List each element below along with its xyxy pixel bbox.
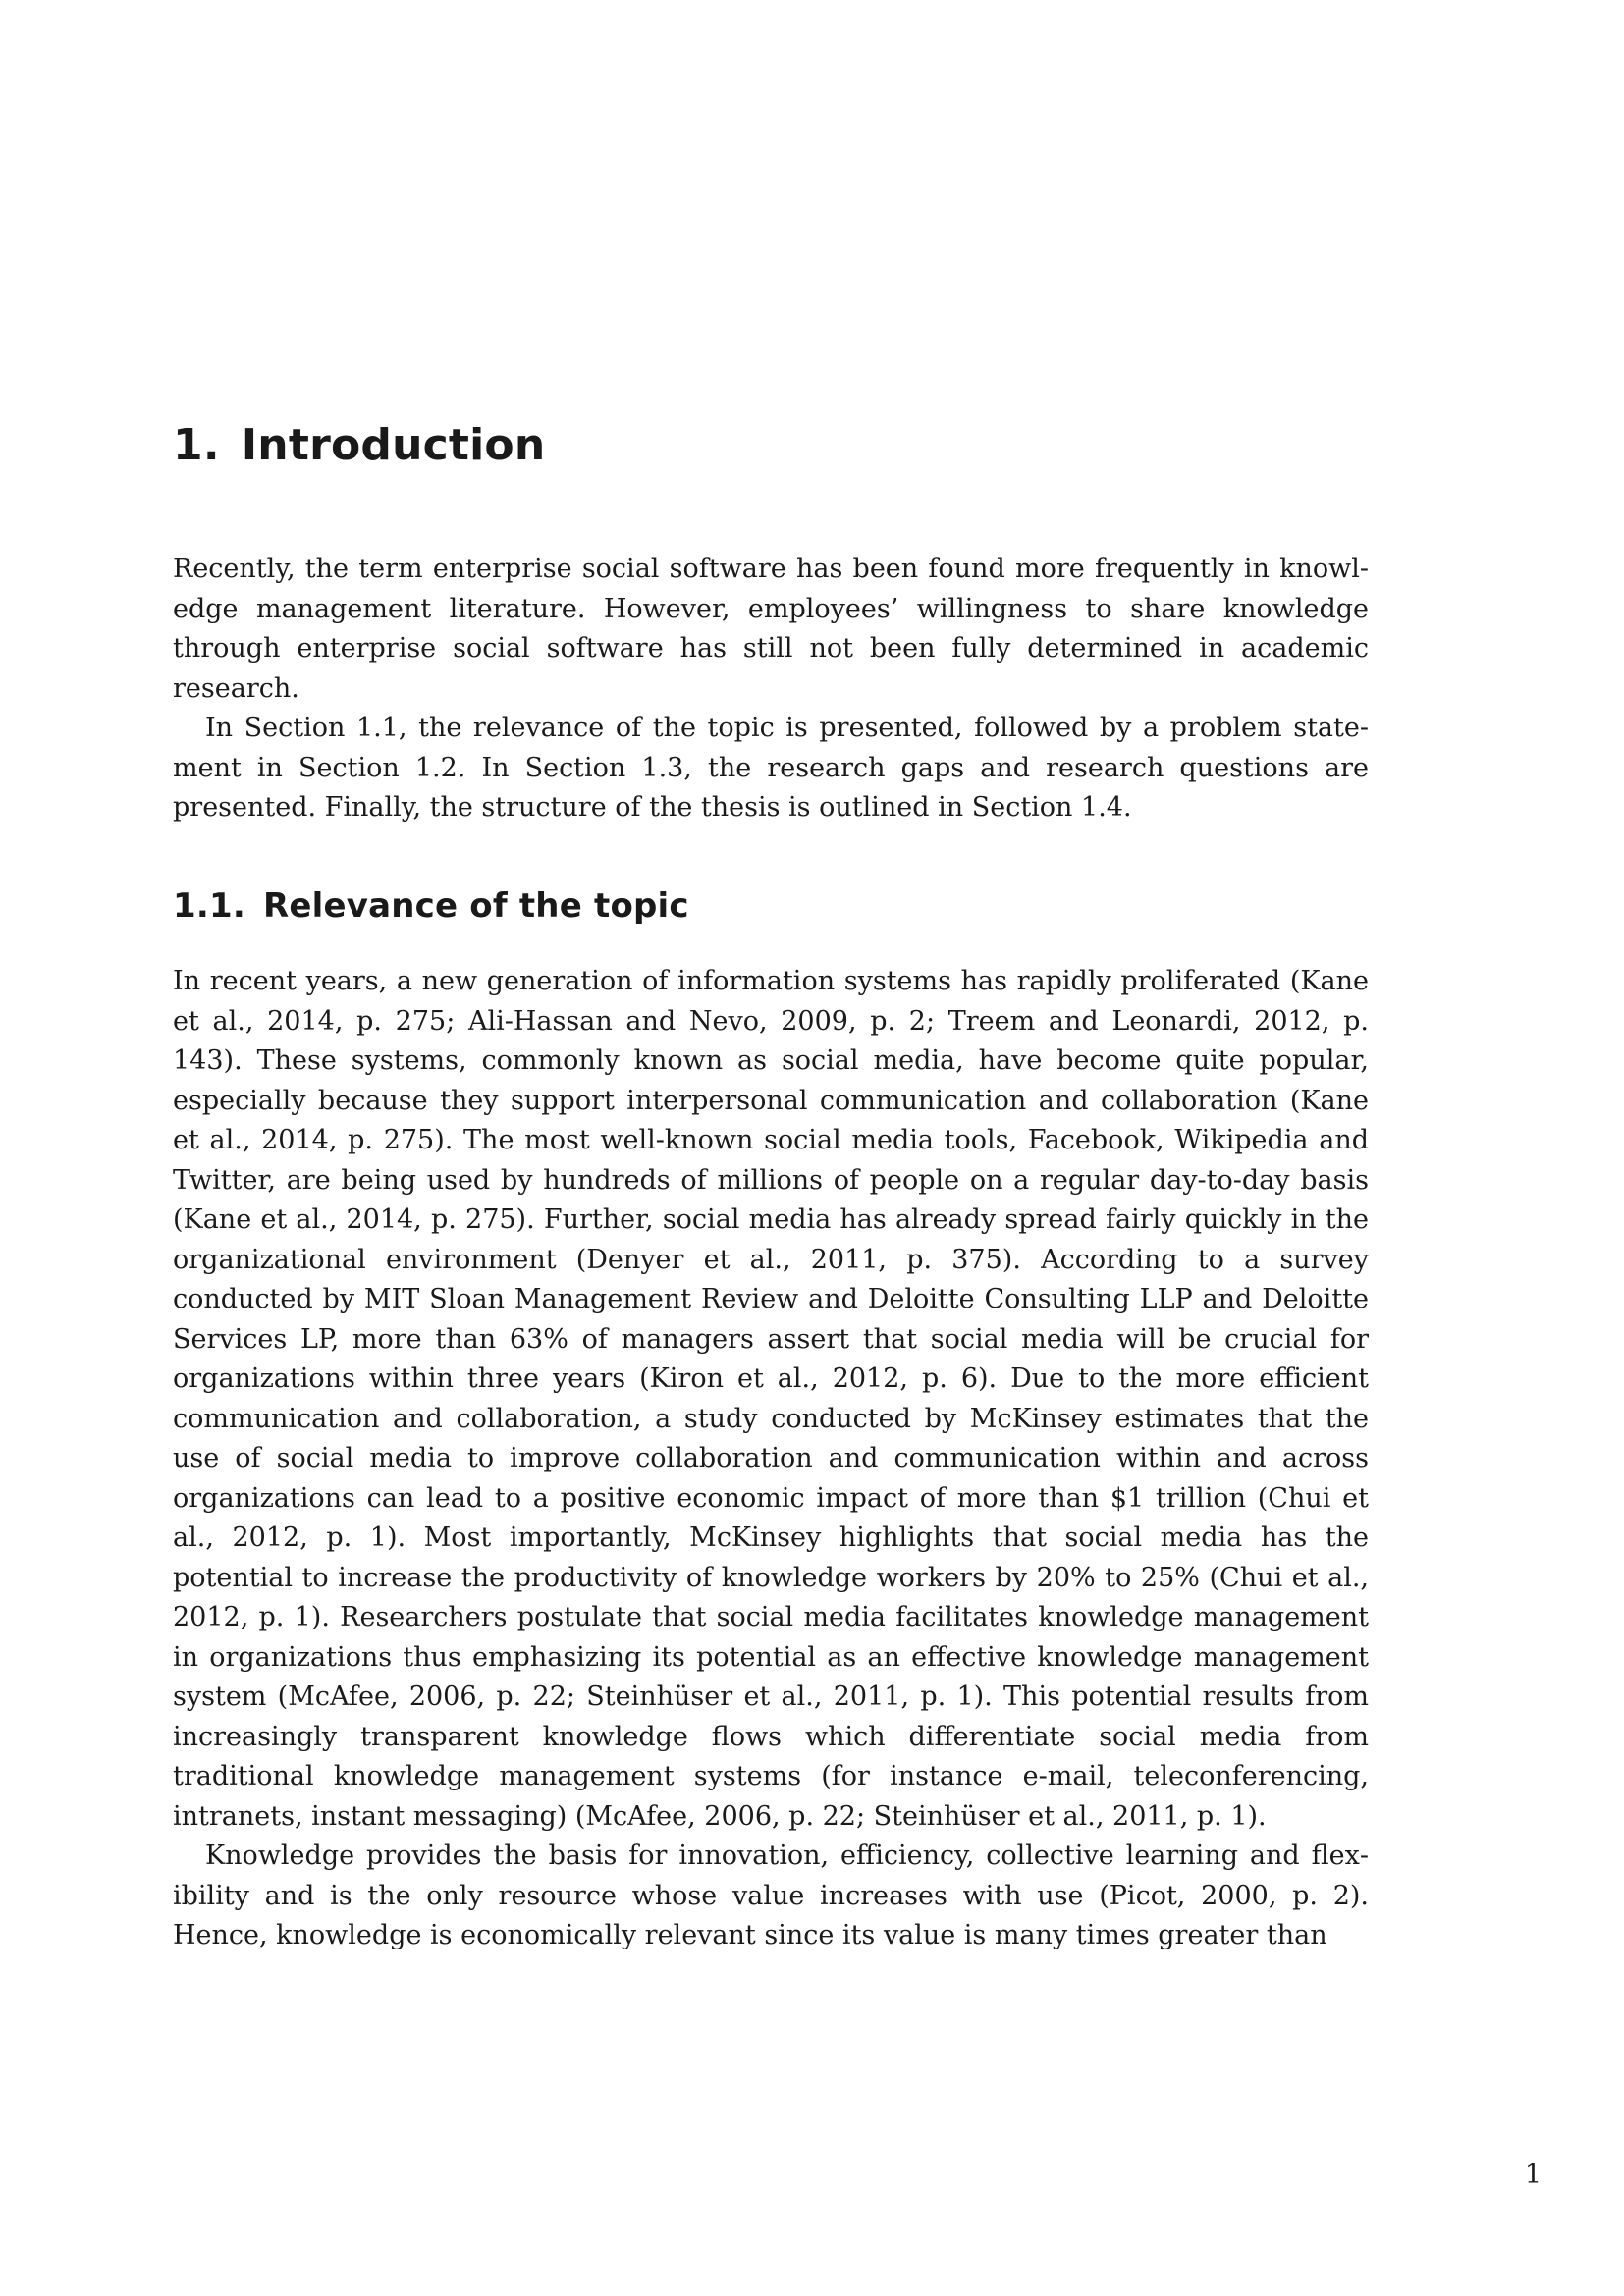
intro-block xyxy=(173,550,1369,828)
section-paragraph-2: Knowledge provides the basis for innovation, efficiency, collective learning and flexibility and is the only resource whose value increases with use (Picot, 2000, p. 2). Hence, knowledge is economically relevant since its value is many times greater than xyxy=(173,1841,1369,1950)
section-number: 1.1. xyxy=(173,886,245,926)
intro-paragraph-2: In Section 1.1, the relevance of the topic is presented, followed by a problem statement in Section 1.2. In Section 1.3, the research gaps and research questions are presented. Finally, the structure of the thesis is outlined in Section 1.4. xyxy=(173,713,1369,823)
section-title xyxy=(173,886,689,926)
chapter-title xyxy=(173,420,545,470)
section-block xyxy=(173,962,1369,1956)
chapter-title-text: Introduction xyxy=(241,420,546,470)
section-title-text: Relevance of the topic xyxy=(262,886,689,926)
section-paragraph-1: In recent years, a new generation of information systems has rapidly proliferated (Kane et al., 2014, p. 275; Ali-Hassan and Nevo, 2009, p. 2; Treem and Leonardi, 2012, p. 143). These systems, commonly known as social media, have become quite popular, especially because they support interpersonal communication and collaboration (Kane et al., 2014, p. 275). The most well-known social media tools, Facebook, Wikipedia and Twitter, are being used by hundreds of millions of people on a regular day-to-day basis (Kane et al., 2014, p. 275). Further, social media has already spread fairly quickly in the organizational environment (Denyer et al., 2011, p. 375). According to a survey conducted by MIT Sloan Management Review and Deloitte Consulting LLP and Deloitte Services LP, more than 63% of managers assert that social media will be crucial for organizations within three years (Kiron et al., 2012, p. 6). Due to the more efficient communication and collaboration, a study conducted by McKinsey estimates that the use of social media to improve collaboration and communication within and across organizations can lead to a positive economic impact of more than $1 trillion (Chui et al., 2012, p. 1). Most importantly, McKinsey highlights that social media has the potential to increase the productivity of knowledge workers by 20% to 25% (Chui et al., 2012, p. 1). Researchers postulate that social media facilitates knowledge management in organizations thus emphasizing its potential as an effective knowledge management system (McAfee, 2006, p. 22; Steinhüser et al., 2011, p. 1). This potential results from increasingly transparent knowledge flows which differentiate social media from traditional knowledge management systems (for instance e-mail, teleconferencing, intranets, instant messaging) (McAfee, 2006, p. 22; Steinhüser et al., 2011, p. 1). xyxy=(173,966,1369,1832)
page-number: 1 xyxy=(1524,2160,1542,2190)
intro-paragraph-1: Recently, the term enterprise social software has been found more frequently in knowledge management literature. However, employees’ willingness to share knowledge through enterprise social software has still not been fully determined in academic research. xyxy=(173,554,1369,704)
chapter-number: 1. xyxy=(173,420,220,470)
